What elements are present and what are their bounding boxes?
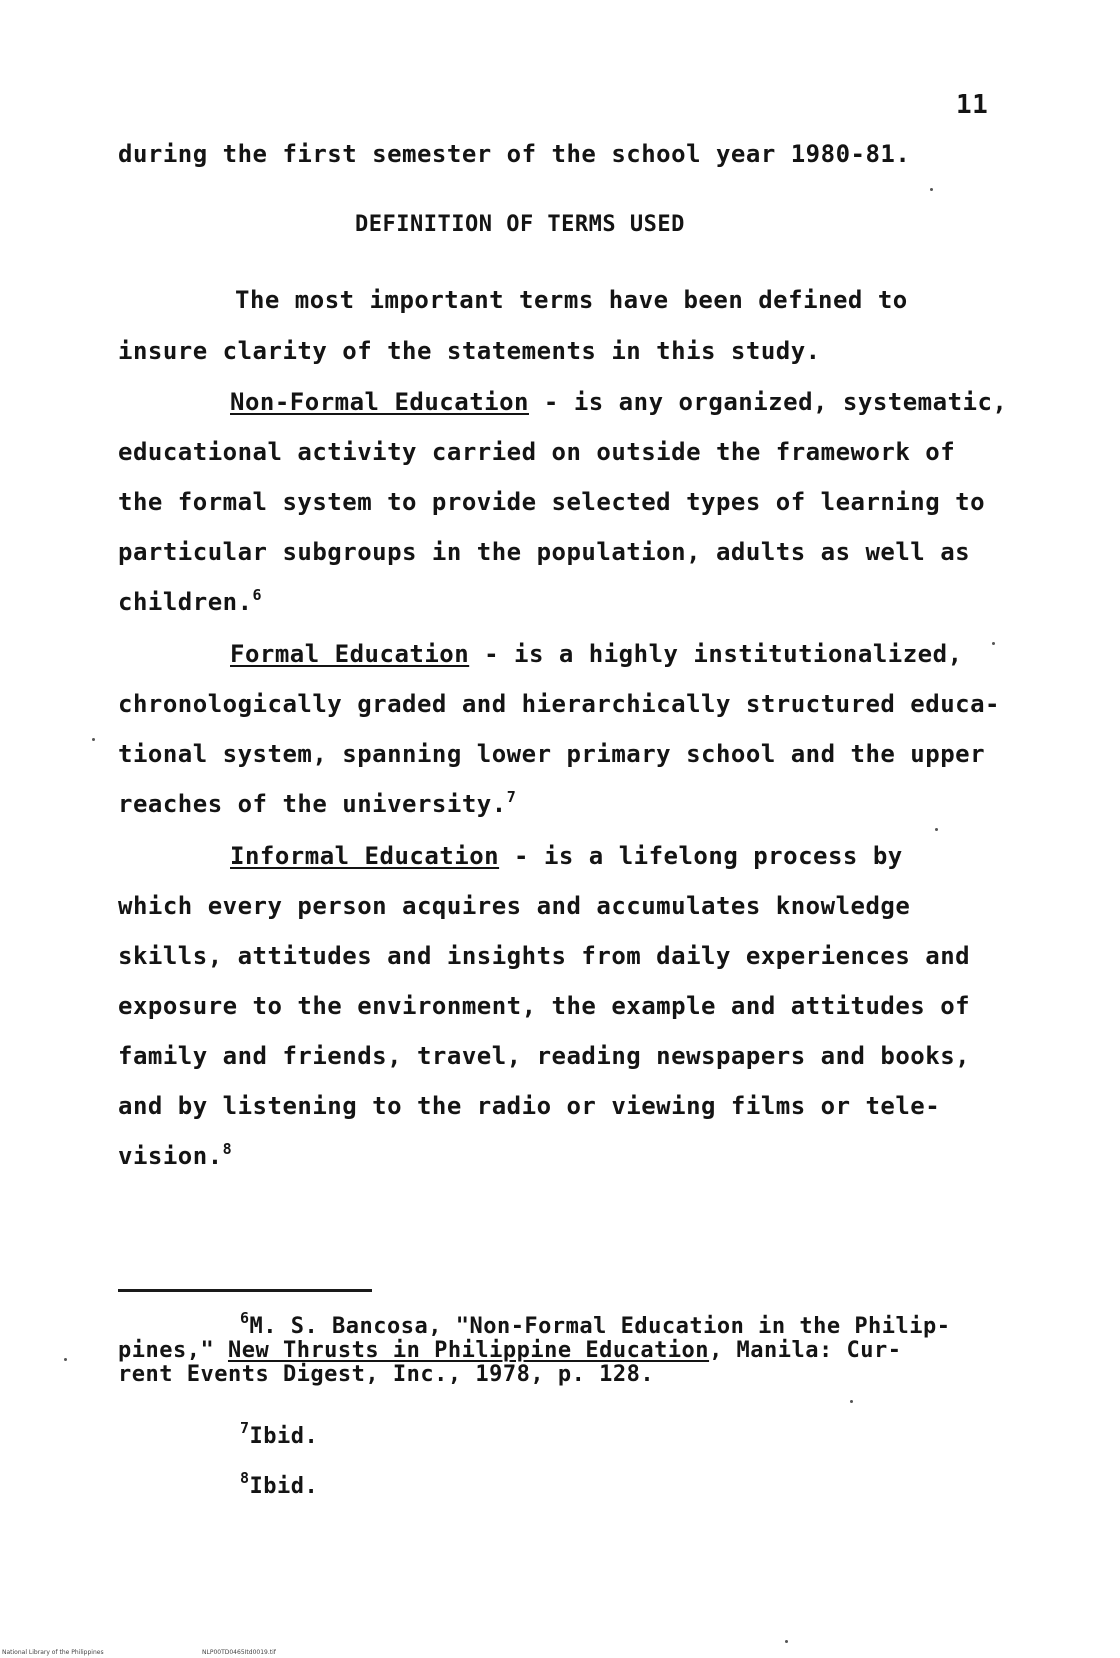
scan-speck: [992, 642, 995, 645]
definition-informal-line-5: family and friends, travel, reading newspapers and books,: [118, 1042, 971, 1070]
definition-informal-line-7: vision.$^8$: [118, 1140, 233, 1170]
definition-non-formal-line-3: the formal system to provide selected types of learning to: [118, 488, 986, 516]
scan-speck: [785, 1640, 788, 1643]
definition-non-formal-line-4: particular subgroups in the population, adults as well as: [118, 538, 971, 566]
definition-formal-line-2: chronologically graded and hierarchically structured educa-: [118, 690, 1001, 718]
footnote-6-marker: 6: [240, 1309, 250, 1327]
footnote-7: $^7$Ibid.: [240, 1419, 319, 1449]
scan-speck: [935, 828, 938, 831]
footnote-ref-7: 7: [506, 788, 517, 806]
footnote-8: $^8$Ibid.: [240, 1469, 319, 1499]
intro-line: during the first semester of the school year 1980-81.: [118, 140, 911, 168]
definition-formal-line-4: reaches of the university.$^7$: [118, 788, 517, 818]
definition-informal-line-6: and by listening to the radio or viewing films or tele-: [118, 1092, 941, 1120]
scan-speck: [850, 1400, 853, 1403]
footnote-ref-8: 8: [222, 1140, 233, 1158]
definition-formal-line-3: tional system, spanning lower primary school and the upper: [118, 740, 986, 768]
definition-informal-line-4: exposure to the environment, the example and attitudes of: [118, 992, 971, 1020]
definition-informal-line-1: Informal Education - is a lifelong process by: [230, 842, 903, 870]
section-heading: DEFINITION OF TERMS USED: [355, 212, 685, 237]
footnote-6-line-1: $^6$M. S. Bancosa, "Non-Formal Education in the Philip-: [240, 1309, 951, 1339]
definition-informal-line-2: which every person acquires and accumulates knowledge: [118, 892, 911, 920]
definition-formal-line-1: Formal Education - is a highly institutionalized,: [230, 640, 963, 668]
definition-non-formal-line-5: children.$^6$: [118, 586, 263, 616]
term-non-formal-education: Non-Formal Education: [230, 388, 529, 416]
scan-footer-filename: NLP00TD0465Itd0019.tif: [202, 1649, 276, 1656]
scan-footer-library: National Library of the Philippines: [2, 1649, 104, 1656]
footnote-6-book-title: New Thrusts in Philippine Education: [227, 1338, 710, 1363]
scan-speck: [930, 188, 933, 191]
definition-non-formal-line-1: Non-Formal Education - is any organized, systematic,: [230, 388, 1008, 416]
definition-informal-line-3: skills, attitudes and insights from daily experiences and: [118, 942, 971, 970]
footnote-ref-6: 6: [252, 586, 263, 604]
scan-speck: [92, 738, 95, 741]
intro-paragraph-line-2: insure clarity of the statements in this study.: [118, 337, 821, 365]
page-number: 11: [956, 90, 989, 120]
term-formal-education: Formal Education: [230, 640, 470, 668]
footnote-7-marker: 7: [240, 1419, 250, 1437]
footnote-6-line-3: rent Events Digest, Inc., 1978, p. 128.: [118, 1362, 655, 1387]
footnote-8-marker: 8: [240, 1469, 250, 1487]
footnote-6-line-2: pines," New Thrusts in Philippine Education, Manila: Cur-: [118, 1338, 902, 1363]
definition-non-formal-line-2: educational activity carried on outside the framework of: [118, 438, 956, 466]
scan-speck: [64, 1358, 67, 1361]
term-informal-education: Informal Education: [230, 842, 500, 870]
intro-paragraph-line-1: The most important terms have been defined to: [235, 286, 908, 314]
footnote-divider: [118, 1289, 372, 1292]
